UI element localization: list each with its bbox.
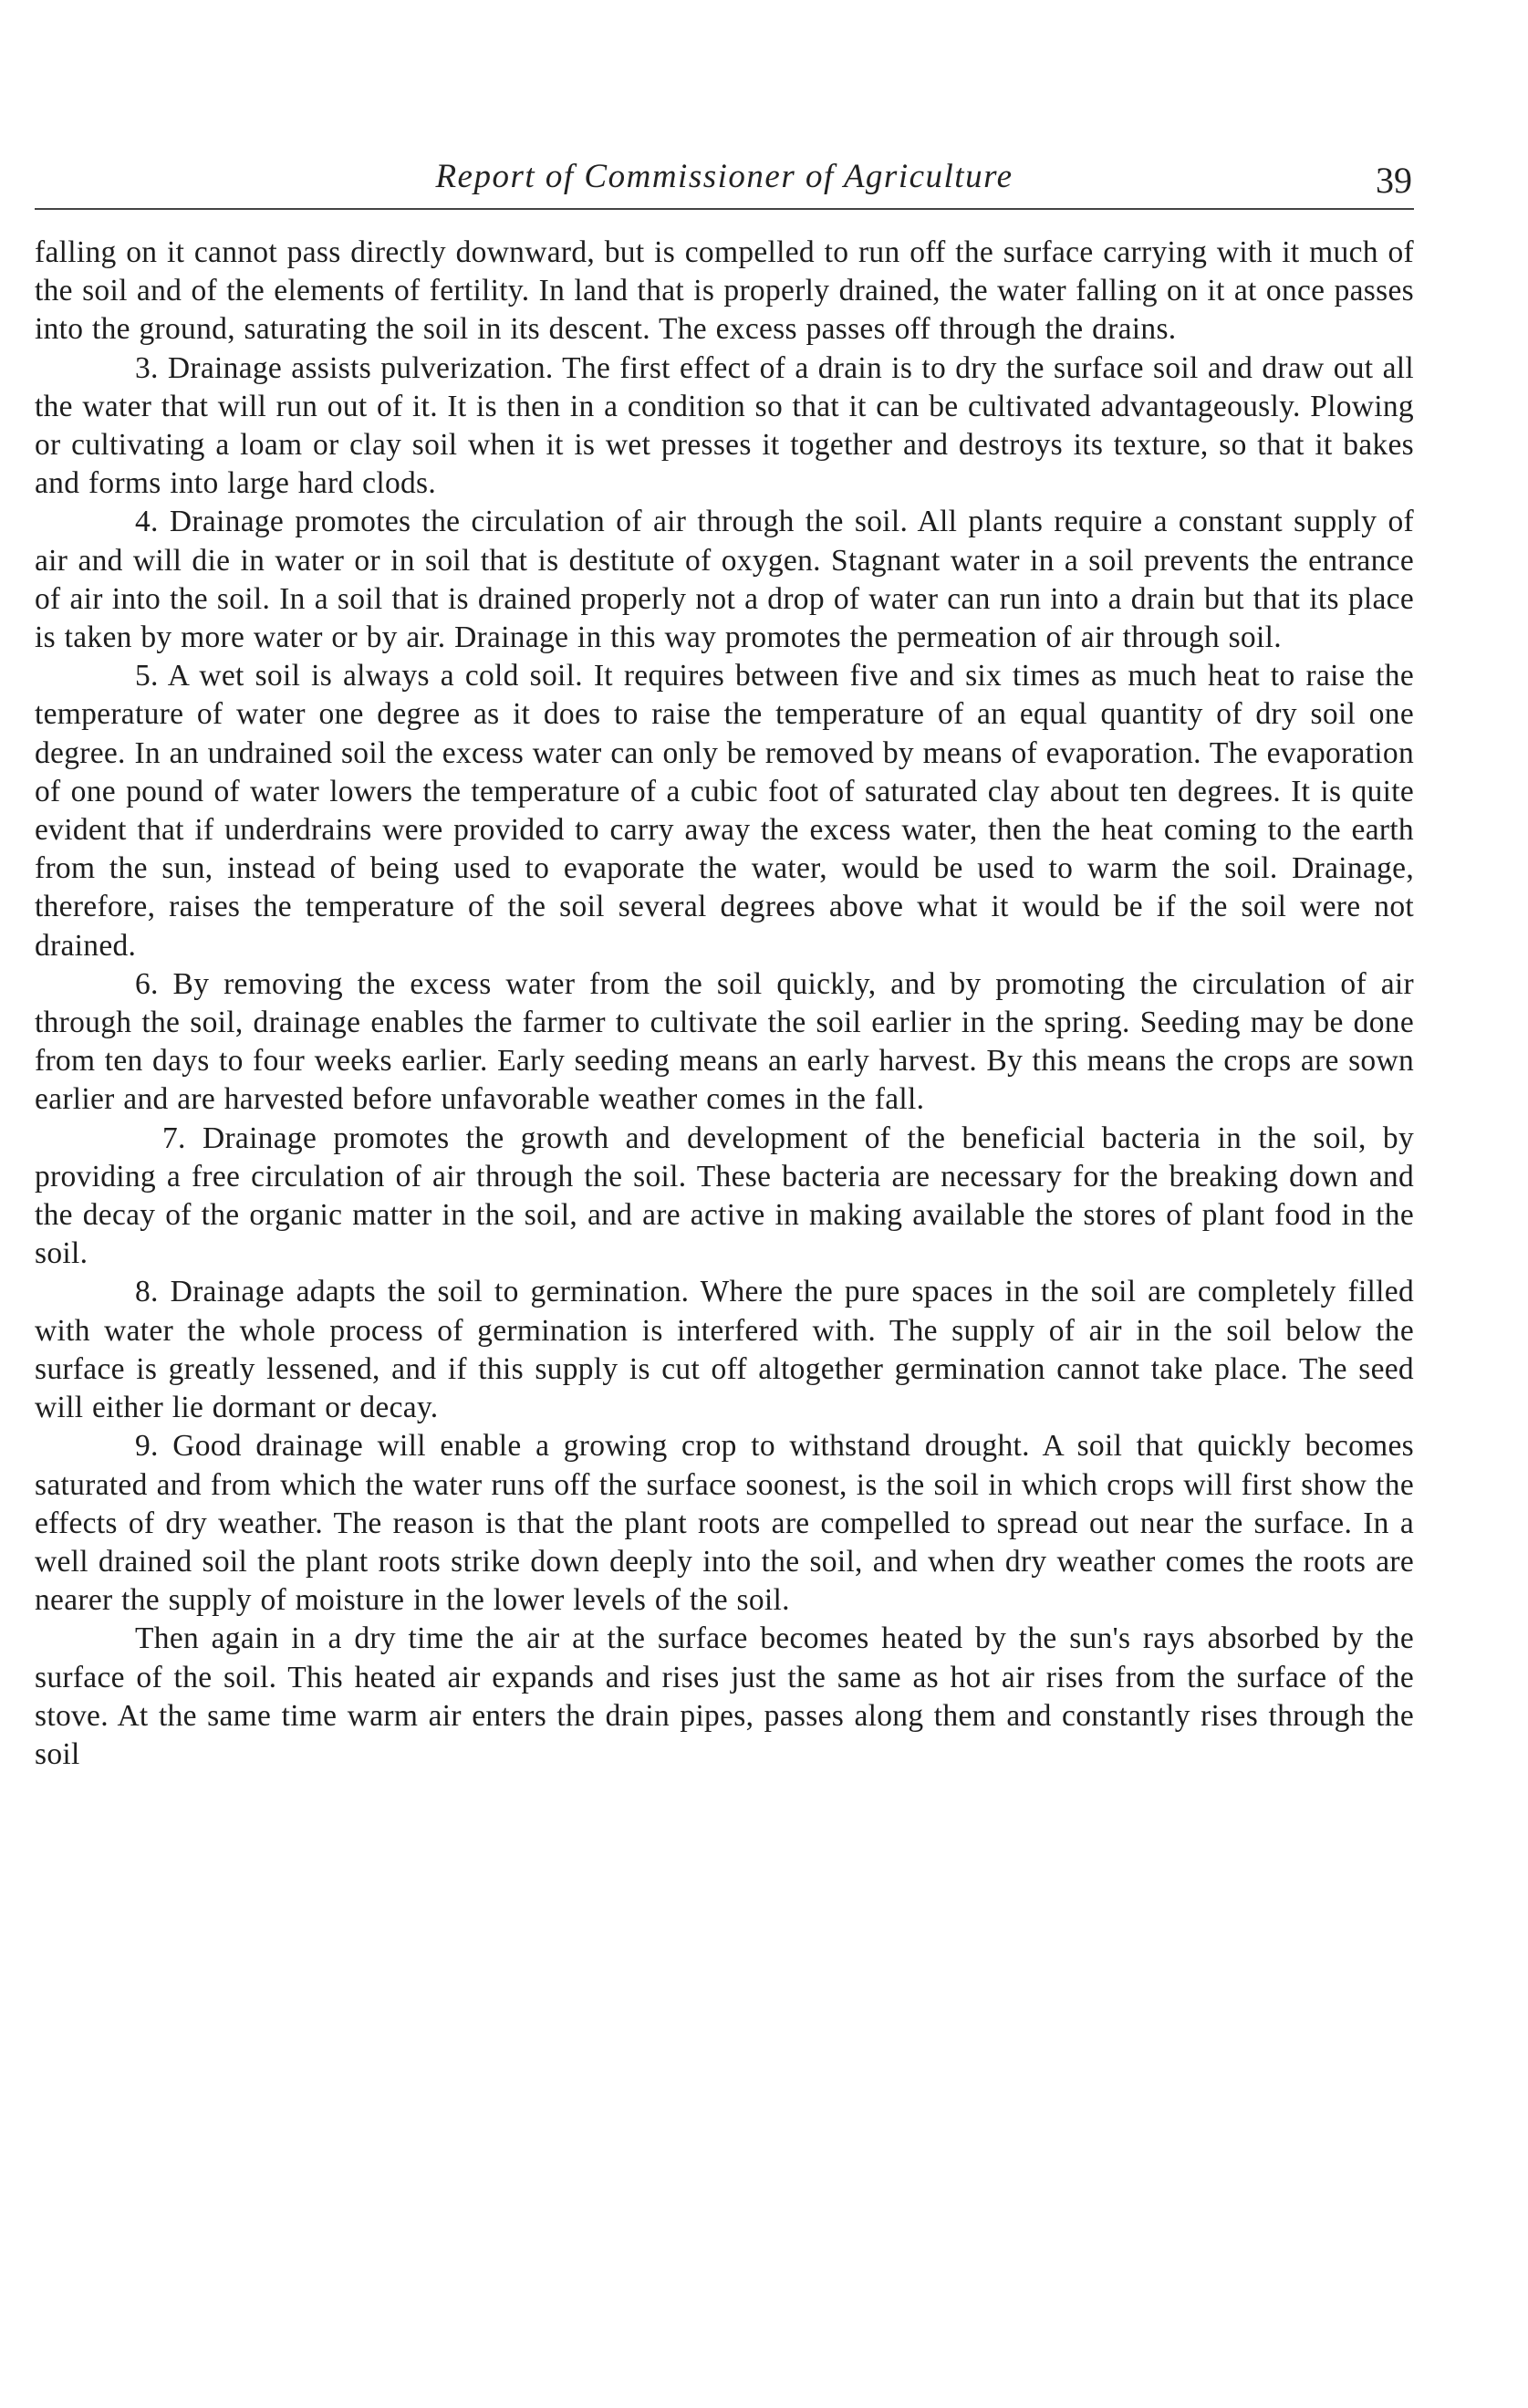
paragraph-9: 9. Good drainage will enable a growing crop to withstand drought. A soil that quickly becomes saturated and from which the water runs off the surface soonest, is the soil in which crops will first show the effects of dry weather. The reason is that the plant roots are compelled to spread out near the surface. In a well drained soil the plant roots strike down deeply into the soil, and when dry weather comes the roots are nearer the supply of moisture in the lower levels of the soil. — [35, 1429, 1414, 1618]
running-title: Report of Commissioner of Agriculture — [435, 158, 1013, 195]
paragraph-7: 7. Drainage promotes the growth and development of the beneficial bacteria in the soil, by providing a free circulation of air through the soil. These bacteria are necessary for the breaking down and the decay of the organic matter in the soil, and are active in making available the stores of plant food in the soil. — [35, 1121, 1414, 1271]
book-page — [35, 0, 1414, 2408]
paragraph-continuation: falling on it cannot pass directly downward, but is compelled to run off the surface carrying with it much of the soil and of the elements of fertility. In land that is properly drained, the water falling on it at once passes into the ground, saturating the soil in its descent. The excess passes off through the drains. — [35, 235, 1414, 347]
page-number: 39 — [1376, 160, 1412, 201]
header-rule — [35, 208, 1414, 210]
running-header — [35, 157, 1414, 212]
paragraph-6: 6. By removing the excess water from the soil quickly, and by promoting the circulation of air through the soil, drainage enables the farmer to cultivate the soil earlier in the spring. Seeding may be done from ten days to four weeks earlier. Early seeding means an early harvest. By this means the crops are sown earlier and are harvested before unfavorable weather comes in the fall. — [35, 966, 1414, 1117]
paragraph-8: 8. Drainage adapts the soil to germination. Where the pure spaces in the soil are completely filled with water the whole process of germination is interfered with. The supply of air in the soil below the surface is greatly lessened, and if this supply is cut off altogether germination cannot take place. The seed will either lie dormant or decay. — [35, 1275, 1414, 1425]
body-text — [35, 234, 1414, 1774]
paragraph-4: 4. Drainage promotes the circulation of air through the soil. All plants require a constant supply of air and will die in water or in soil that is destitute of oxygen. Stagnant water in a soil prevents the entrance of air into the soil. In a soil that is drained properly not a drop of water can run into a drain but that its place is taken by more water or by air. Drainage in this way promotes the permeation of air through soil. — [35, 505, 1414, 655]
paragraph-5: 5. A wet soil is always a cold soil. It requires between five and six times as much heat to raise the temperature of water one degree as it does to raise the temperature of an equal quantity of dry soil one degree. In an undrained soil the excess water can only be removed by means of evaporation. The evaporation of one pound of water lowers the temperature of a cubic foot of saturated clay about ten degrees. It is quite evident that if underdrains were provided to carry away the excess water, then the heat coming to the earth from the sun, instead of being used to evaporate the water, would be used to warm the soil. Drainage, therefore, raises the temperature of the soil several degrees above what it would be if the soil were not drained. — [35, 659, 1414, 963]
paragraph-3: 3. Drainage assists pulverization. The first effect of a drain is to dry the surface soil and draw out all the water that will run out of it. It is then in a condition so that it can be cultivated advantageously. Plowing or cultivating a loam or clay soil when it is wet presses it together and destroys its texture, so that it bakes and forms into large hard clods. — [35, 350, 1414, 501]
paragraph-then-again: Then again in a dry time the air at the surface becomes heated by the sun's rays absorbed by the surface of the soil. This heated air expands and rises just the same as hot air rises from the surface of the stove. At the same time warm air enters the drain pipes, passes along them and constantly rises through the soil — [35, 1621, 1414, 1771]
